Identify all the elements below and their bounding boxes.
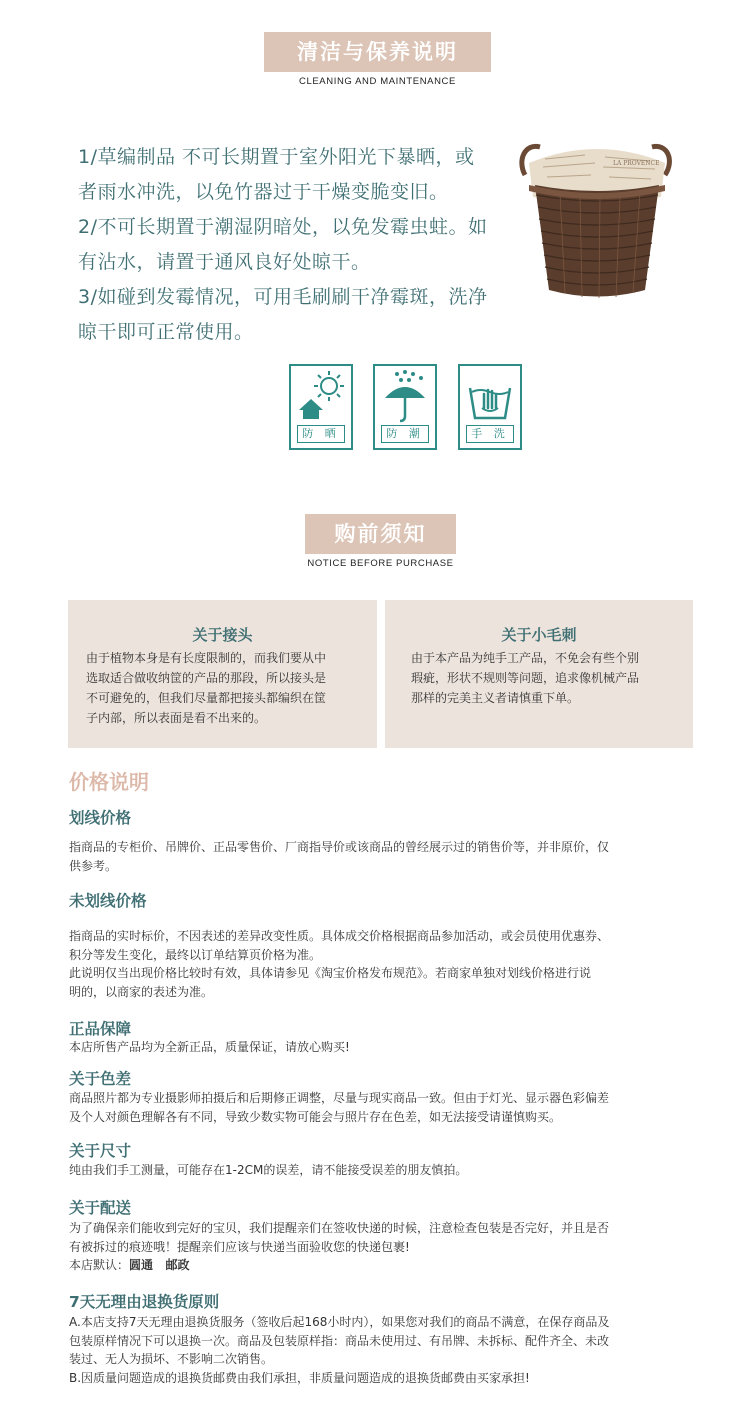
text-line: 为了确保亲们能收到完好的宝贝，我们提醒亲们在签收快递的时候，注意检查包装是否完好，并且是否 bbox=[69, 1221, 610, 1235]
notice-card-title: 关于接头 bbox=[192, 626, 253, 644]
notice-card-text bbox=[86, 648, 326, 728]
moisture-protection-label: 防 潮 bbox=[381, 425, 429, 443]
hand-wash-label: 手 洗 bbox=[466, 425, 514, 443]
text-line: 子内部，所以表面是看不出来的。 bbox=[86, 711, 267, 725]
notice-card-burrs bbox=[385, 600, 693, 748]
default-carrier-line bbox=[69, 1256, 694, 1275]
text-line: 瑕疵，形状不规则等问题，追求像机械产品 bbox=[411, 671, 640, 685]
color-text bbox=[69, 1089, 694, 1126]
care-line: 晾干即可正常使用。 bbox=[78, 321, 254, 343]
text-line: 有被拆过的痕迹哦！提醒亲们应该与快递当面验收您的快递包裹! bbox=[69, 1239, 410, 1254]
color-heading: 关于色差 bbox=[69, 1070, 132, 1088]
shipping-heading: 关于配送 bbox=[69, 1199, 132, 1217]
notice-card-joints bbox=[68, 600, 377, 748]
text-line: 选取适合做收纳筐的产品的那段，所以接头是 bbox=[86, 671, 327, 685]
text-line: 包装原样情况下可以退换一次。商品及包装原样指：商品未使用过、有吊牌、未拆标、配件齐全、未改 bbox=[69, 1333, 610, 1348]
strike-price-text bbox=[69, 838, 694, 875]
moisture-protection-card bbox=[373, 364, 437, 450]
text-line: 不可避免的，但我们尽量都把接头都编织在筐 bbox=[86, 691, 327, 705]
text-line: A.本店支持7天无理由退换货服务（签收后起168小时内），如果您对我们的商品不满意，在保存商品及 bbox=[69, 1315, 610, 1329]
text-line: 供参考。 bbox=[69, 858, 118, 873]
genuine-heading: 正品保障 bbox=[69, 1020, 132, 1038]
text-line: B.因质量问题造成的退换货邮费由我们承担，非质量问题造成的退换货邮费由买家承担! bbox=[69, 1370, 530, 1385]
care-line: 1/草编制品 不可长期置于室外阳光下暴晒，或 bbox=[78, 146, 475, 168]
umbrella-rain-icon bbox=[375, 366, 435, 424]
text-line: 那样的完美主义者请慎重下单。 bbox=[411, 691, 580, 705]
text-line: 积分等发生变化，最终以订单结算页价格为准。 bbox=[69, 947, 322, 962]
notice-card-text bbox=[411, 648, 639, 708]
unstrike-price-text bbox=[69, 927, 694, 1001]
sun-house-icon bbox=[291, 366, 351, 424]
returns-text bbox=[69, 1313, 694, 1387]
cleaning-subtitle: CLEANING AND MAINTENANCE bbox=[299, 76, 456, 87]
text-line: 纯由我们手工测量，可能存在1-2CM的误差，请不能接受误差的朋友慎拍。 bbox=[69, 1163, 468, 1177]
text-line: 此说明仅当出现价格比较时有效，具体请参见《淘宝价格发布规范》。若商家单独对划线价格进行说 bbox=[69, 966, 592, 980]
care-line: 有沾水，请置于通风良好处晾干。 bbox=[78, 251, 371, 273]
genuine-text bbox=[69, 1038, 694, 1057]
notice-subtitle: NOTICE BEFORE PURCHASE bbox=[307, 558, 454, 569]
size-heading: 关于尺寸 bbox=[69, 1142, 132, 1160]
cleaning-title: 清洁与保养说明 bbox=[264, 32, 491, 72]
sun-protection-label: 防 晒 bbox=[297, 425, 345, 443]
default-carriers: 圆通 邮政 bbox=[129, 1258, 190, 1272]
hand-wash-icon bbox=[460, 366, 520, 424]
text-line: 指商品的专柜价、吊牌价、正品零售价、厂商指导价或该商品的曾经展示过的销售价等，并非原价，仅 bbox=[69, 840, 610, 854]
basket-image bbox=[515, 135, 680, 305]
default-carrier-label: 本店默认： bbox=[69, 1258, 130, 1272]
hand-wash-card bbox=[458, 364, 522, 450]
size-text bbox=[69, 1161, 694, 1180]
text-line: 明的，以商家的表述为准。 bbox=[69, 984, 214, 999]
text-line: 及个人对颜色理解各有不同，导致少数实物可能会与照片存在色差，如无法接受请谨慎购买。 bbox=[69, 1109, 562, 1124]
unstrike-price-heading: 未划线价格 bbox=[69, 892, 147, 910]
care-line: 3/如碰到发霉情况，可用毛刷刷干净霉斑，洗净 bbox=[78, 286, 488, 308]
notice-card-title: 关于小毛刺 bbox=[501, 626, 577, 644]
text-line: 本店所售产品均为全新正品，质量保证，请放心购买! bbox=[69, 1040, 350, 1054]
shipping-text bbox=[69, 1219, 694, 1275]
price-title: 价格说明 bbox=[69, 770, 149, 794]
text-line: 由于植物本身是有长度限制的，而我们要从中 bbox=[86, 651, 327, 665]
returns-heading: 7天无理由退换货原则 bbox=[69, 1293, 220, 1311]
care-line: 者雨水冲洗，以免竹器过于干燥变脆变旧。 bbox=[78, 181, 449, 203]
strike-price-heading: 划线价格 bbox=[69, 809, 132, 827]
care-line: 2/不可长期置于潮湿阴暗处，以免发霉虫蛀。如 bbox=[78, 216, 488, 238]
notice-title: 购前须知 bbox=[305, 514, 456, 554]
text-line: 商品照片都为专业摄影师拍摄后和后期修正调整，尽量与现实商品一致。但由于灯光、显示器色彩偏差 bbox=[69, 1091, 610, 1105]
svg-text:LA PROVENCE: LA PROVENCE bbox=[613, 160, 660, 167]
text-line: 指商品的实时标价，不因表述的差异改变性质。具体成交价格根据商品参加活动，或会员使用优惠券、 bbox=[69, 929, 610, 943]
sun-protection-card bbox=[289, 364, 353, 450]
text-line: 装过、无人为损坏、不影响二次销售。 bbox=[69, 1352, 274, 1366]
text-line: 由于本产品为纯手工产品，不免会有些个别 bbox=[411, 651, 640, 665]
